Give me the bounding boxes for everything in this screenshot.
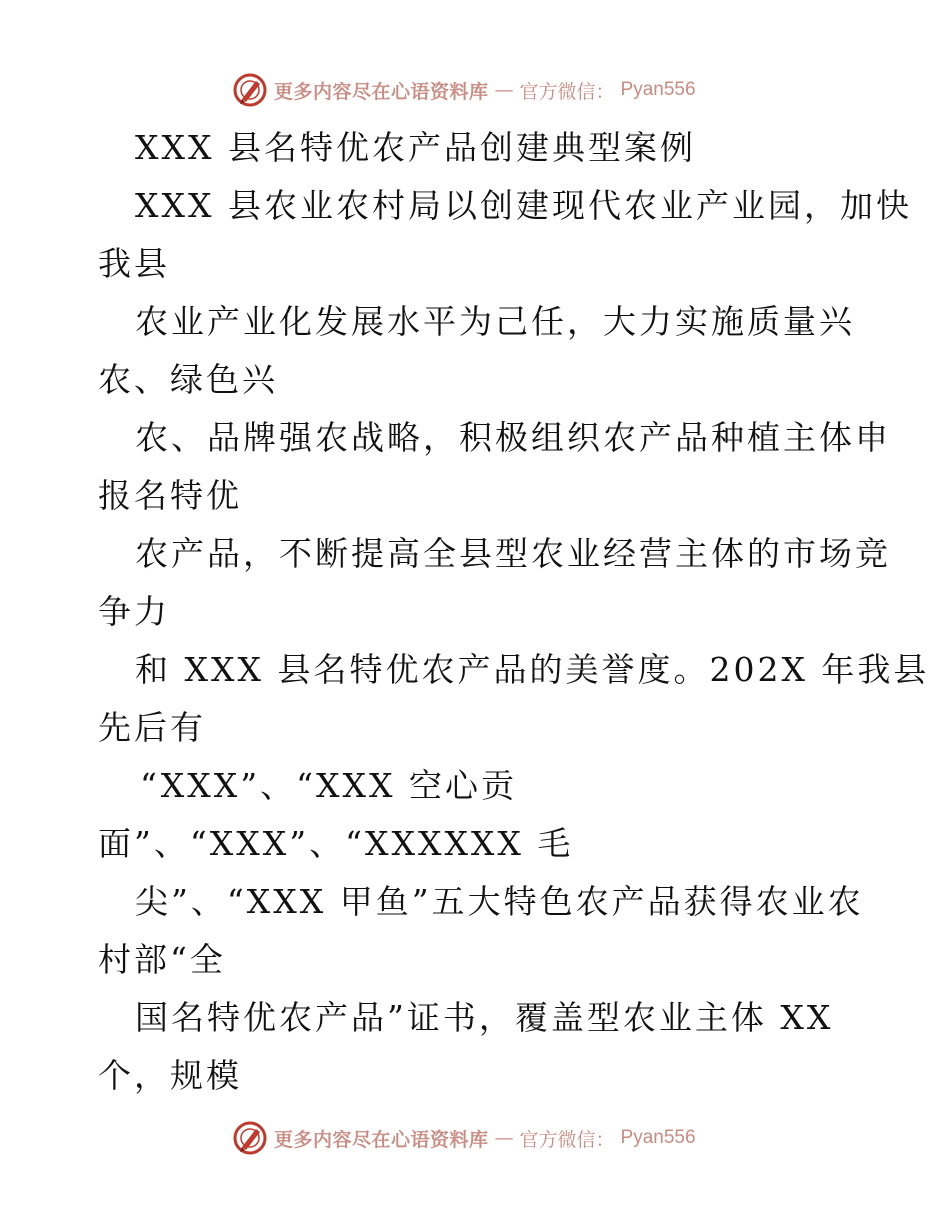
paragraph-line: 国名特优农产品”证书，覆盖型农业主体 XX [135, 998, 834, 1037]
paragraph-line: 农、品牌强农战略，积极组织农产品种植主体申 [135, 418, 891, 457]
pen-logo-icon [232, 72, 268, 108]
watermark-separator: — [494, 79, 514, 101]
paragraph-line: 争力 [98, 592, 170, 631]
paragraph-line: 农业产业化发展水平为己任，大力实施质量兴 [135, 302, 855, 341]
paragraph-line: 先后有 [98, 708, 206, 747]
paragraph-line: 个，规模 [98, 1056, 242, 1095]
paragraph-line: 农、绿色兴 [98, 360, 278, 399]
watermark-site-text: 更多内容尽在心语资料库 [274, 80, 489, 103]
header-watermark [232, 70, 696, 110]
paragraph-line: “XXX”、“XXX 空心贡 [140, 766, 517, 805]
watermark-site-text: 更多内容尽在心语资料库 [274, 1128, 489, 1151]
watermark-wechat-id: Pyan556 [620, 79, 696, 100]
paragraph-line: 报名特优 [98, 476, 242, 515]
paragraph-line: 我县 [98, 244, 170, 283]
paragraph-line: 农产品，不断提高全县型农业经营主体的市场竞 [135, 534, 891, 573]
watermark-wechat-id: Pyan556 [620, 1127, 696, 1148]
paragraph-line: 面”、“XXX”、“XXXXXX 毛 [98, 824, 574, 863]
footer-watermark [232, 1118, 696, 1158]
paragraph-line: 尖”、“XXX 甲鱼”五大特色农产品获得农业农 [135, 882, 864, 921]
document-title: XXX 县名特优农产品创建典型案例 [135, 128, 696, 167]
paragraph-line: XXX 县农业农村局以创建现代农业产业园，加快 [135, 186, 912, 225]
paragraph-line: 村部“全 [98, 940, 226, 979]
watermark-wechat-label: 官方微信： [519, 80, 615, 103]
watermark-wechat-label: 官方微信： [519, 1128, 615, 1151]
pen-logo-icon [232, 1120, 268, 1156]
paragraph-line: 和 XXX 县名特优农产品的美誉度。202X 年我县 [135, 650, 930, 689]
watermark-separator: — [494, 1127, 514, 1149]
